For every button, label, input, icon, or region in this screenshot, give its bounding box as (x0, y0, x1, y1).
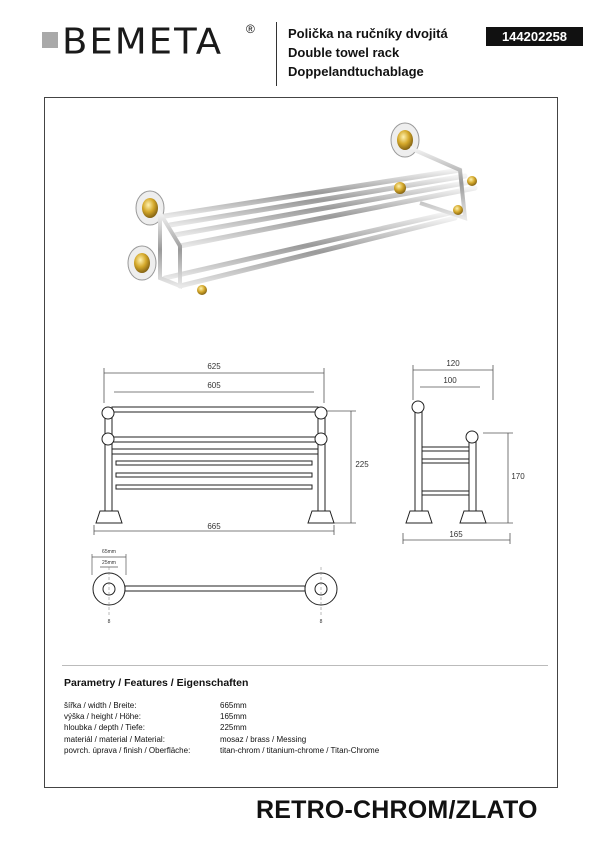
dim-side-base: 165 (449, 530, 463, 539)
title-english: Double towel rack (288, 45, 400, 60)
product-titles (288, 24, 448, 81)
feature-row (64, 722, 379, 733)
mounting-plan-drawing (86, 545, 356, 625)
dim-front-height: 225 (355, 460, 369, 469)
brand-logo (36, 22, 271, 64)
dim-plan-hole-right: 8 (319, 619, 323, 625)
product-code-badge: 144202258 (486, 27, 583, 46)
side-view-drawing (398, 355, 528, 545)
logo-square-icon (42, 32, 58, 48)
feature-row (64, 711, 379, 722)
dim-side-top: 120 (446, 359, 460, 368)
section-divider (62, 665, 548, 666)
dim-plan-hole-left: 8 (107, 619, 111, 625)
dim-side-inner: 100 (443, 376, 457, 385)
feature-label: povrch. úprava / finish / Oberfläche: (64, 745, 191, 755)
feature-row (64, 745, 379, 756)
dim-front-overall: 625 (207, 362, 221, 371)
feature-label: hloubka / depth / Tiefe: (64, 723, 145, 733)
dim-plan-outer: 65mm (102, 549, 116, 555)
title-czech: Polička na ručníky dvojitá (288, 26, 448, 41)
feature-label: výška / height / Höhe: (64, 712, 141, 722)
dim-plan-inner: 25mm (102, 560, 116, 566)
feature-value: 665mm (220, 701, 247, 710)
product-illustration (120, 118, 490, 298)
feature-value: mosaz / brass / Messing (220, 734, 307, 744)
dim-front-inner: 605 (207, 381, 221, 390)
header-divider (276, 22, 277, 86)
dim-front-base: 665 (207, 522, 221, 531)
front-view-drawing (86, 355, 376, 540)
features-title: Parametry / Features / Eigenschaften (64, 677, 249, 689)
brand-name: BEMETA (62, 21, 224, 62)
title-german: Doppelandtuchablage (288, 64, 424, 79)
feature-row (64, 700, 379, 711)
feature-value: 165mm (220, 712, 247, 722)
registered-mark: ® (246, 22, 255, 36)
features-table (64, 700, 379, 756)
finish-name: RETRO-CHROM/ZLATO (256, 796, 538, 824)
feature-value: 225mm (220, 723, 247, 733)
feature-label: šířka / width / Breite: (64, 701, 137, 710)
dim-side-height: 170 (511, 472, 525, 481)
feature-label: materiál / material / Material: (64, 734, 165, 744)
feature-row (64, 734, 379, 745)
feature-value: titan-chrom / titanium-chrome / Titan-Chrome (220, 745, 380, 755)
